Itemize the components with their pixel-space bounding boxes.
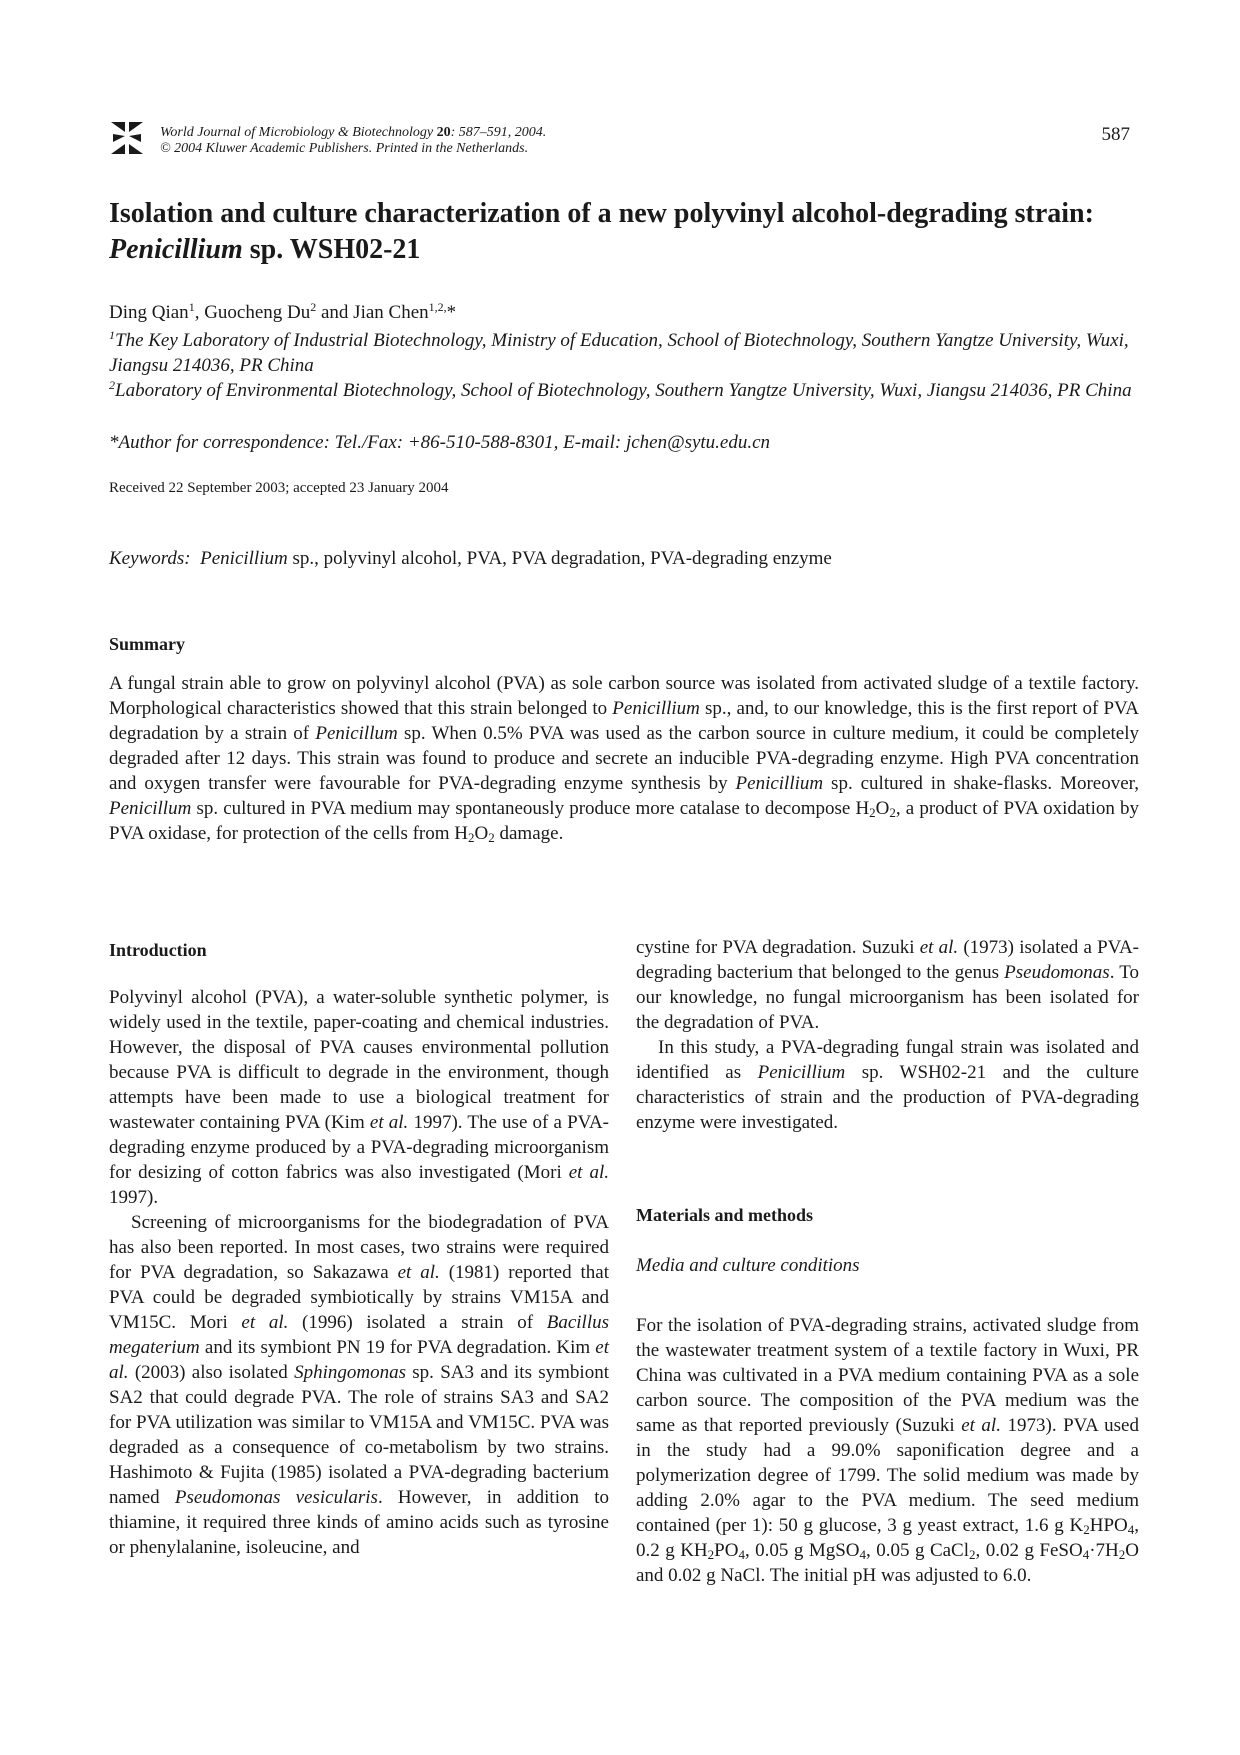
keywords: Keywords: Penicillium sp., polyvinyl alcohol, PVA, PVA degradation, PVA-degrading enzyme <box>109 548 832 569</box>
journal-citation: World Journal of Microbiology & Biotechnology 20: 587–591, 2004. © 2004 Kluwer Academic Publishers. Printed in the Netherlands. <box>160 125 547 156</box>
media-subheading: Media and culture conditions <box>636 1255 860 1276</box>
introduction-right-column <box>636 935 1139 1135</box>
received-date: Received 22 September 2003; accepted 23 January 2004 <box>109 480 449 496</box>
intro-paragraph-4: In this study, a PVA-degrading fungal strain was isolated and identified as Penicillium sp. WSH02-21 and the culture characteristics of strain and the production of PVA-degrading enzyme were investigated. <box>636 1037 1139 1133</box>
paper-title: Isolation and culture characterization of a new polyvinyl alcohol-degrading strain: Penicillium sp. WSH02-21 <box>109 198 1094 265</box>
intro-paragraph-2: Screening of microorganisms for the biodegradation of PVA has also been reported. In most cases, two strains were required for PVA degradation, so Sakazawa et al. (1981) reported that PVA could be degraded symbiotically by strains VM15A and VM15C. Mori et al. (1996) isolated a strain of Bacillus megaterium and its symbiont PN 19 for PVA degradation. Kim et al. (2003) also isolated Sphingomonas sp. SA3 and its symbiont SA2 that could degrade PVA. The role of strains SA3 and SA2 for PVA utilization was similar to VM15A and VM15C. PVA was degraded as a consequence of co-metabolism by two strains. Hashimoto & Fujita (1985) isolated a PVA-degrading bacterium named Pseudomonas vesicularis. However, in addition to thiamine, it required three kinds of amino acids such as tyrosine or phenylalanine, isoleucine, and <box>109 1212 609 1558</box>
page-number: 587 <box>1101 124 1130 145</box>
introduction-heading: Introduction <box>109 940 207 960</box>
intro-paragraph-1: Polyvinyl alcohol (PVA), a water-soluble synthetic polymer, is widely used in the textile, paper-coating and chemical industries. However, the disposal of PVA causes environmental pollution because PVA is difficult to degrade in the environment, though attempts have been made to use a biological treatment for wastewater containing PVA (Kim et al. 1997). The use of a PVA-degrading enzyme produced by a PVA-degrading microorganism for desizing of cotton fabrics was also investigated (Mori et al. 1997). <box>109 987 609 1208</box>
methods-heading: Materials and methods <box>636 1205 813 1225</box>
affiliation-2: $^2$Laboratory of Environmental Biotechnology, School of Biotechnology, Southern Yangtze University, Wuxi, Jiangsu 214036, PR China <box>109 378 1132 401</box>
summary-heading: Summary <box>109 634 185 654</box>
author-list: Ding Qian$^1$, Guocheng Du$^2$ and Jian Chen$^{1,2,}$* <box>109 300 457 323</box>
copyright-line: © 2004 Kluwer Academic Publishers. Printed in the Netherlands. <box>160 141 529 156</box>
publisher-logo <box>109 120 145 156</box>
summary-text: A fungal strain able to grow on polyvinyl alcohol (PVA) as sole carbon source was isolated from activated sludge of a textile factory. Morphological characteristics showed that this strain belonged to Penicillium sp., and, to our knowledge, this is the first report of PVA degradation by a strain of Penicillum sp. When 0.5% PVA was used as the carbon source in culture medium, it could be completely degraded after 12 days. This strain was found to produce and secrete an inducible PVA-degrading enzyme. High PVA concentration and oxygen transfer were favourable for PVA-degrading enzyme synthesis by Penicillium sp. cultured in shake-flasks. Moreover, Penicillum sp. cultured in PVA medium may spontaneously produce more catalase to decompose $H_2O_2$, a product of PVA oxidation by PVA oxidase, for protection of the cells from $H_2O_2$ damage. <box>109 673 1139 845</box>
introduction-left-column <box>109 985 609 1560</box>
methods-paragraph: For the isolation of PVA-degrading strains, activated sludge from the wastewater treatment system of a textile factory in Wuxi, PR China was cultivated in a PVA medium containing PVA as a sole carbon source. The composition of the PVA medium was the same as that reported previously (Suzuki et al. 1973). PVA used in the study had a 99.0% saponification degree and a polymerization degree of 1799. The solid medium was made by adding 2.0% agar to the PVA medium. The seed medium contained (per 1): 50 g glucose, 3 g yeast extract, 1.6 g $K_2HPO_4$, 0.2 g $KH_2PO_4$, 0.05 g MgSO$_4$, 0.05 g CaCl$_2$, 0.02 g $FeSO_4\cdot 7H_2O$ and 0.02 g NaCl. The initial pH was adjusted to 6.0. <box>636 1315 1139 1586</box>
correspondence: *Author for correspondence: Tel./Fax: +86-510-588-8301, E-mail: jchen@sytu.edu.cn <box>109 432 771 453</box>
affiliation-1: $^1$The Key Laboratory of Industrial Biotechnology, Ministry of Education, School of Biotechnology, Southern Yangtze University, Wuxi, Jiangsu 214036, PR China <box>109 328 1129 376</box>
intro-paragraph-3: cystine for PVA degradation. Suzuki et al. (1973) isolated a PVA-degrading bacterium that belonged to the genus Pseudomonas. To our knowledge, no fungal microorganism has been isolated for the degradation of PVA. <box>636 937 1139 1033</box>
